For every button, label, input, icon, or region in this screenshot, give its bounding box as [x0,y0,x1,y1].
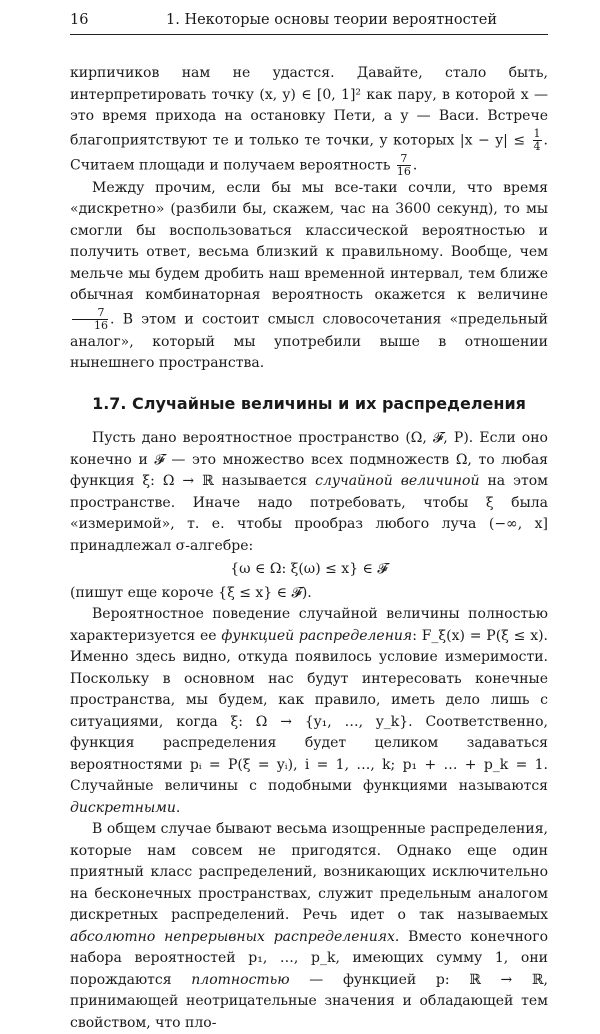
fraction: $\frac{1}{4}$ [533,126,541,153]
paragraph-3: Пусть дано вероятностное пространство (Ω, 𝓕, P). Если оно конечно и 𝓕 — это множество всех подмножеств Ω, то любая функция ξ: Ω → ℝ называется случайной величиной на этом пространстве. Иначе надо потребовать, чтобы ξ была «измеримой», т. е. чтобы прообраз любого луча (−∞, x] принадлежал σ-алгебре: [70,430,549,554]
running-head [70,12,548,35]
fraction: $\frac{7}{16}$ [396,151,411,178]
running-title: 1. Некоторые основы теории вероятностей [166,12,498,28]
fraction: $\frac{7}{16}$ [72,307,108,332]
display-formula: {ω ∈ Ω: ξ(ω) ≤ x} ∈ 𝓕 [230,561,388,577]
paragraph-6: В общем случае бывают весьма изощренные распределения, которые нам совсем не пригодятся. Однако еще один приятный класс распределений, возникающих исключительно на бесконечных пространствах, служит предельным аналогом дискретных распределений. Речь идет о так называемых абсолютно непрерывных распределениях. Вместо конечного набора вероятностей p₁, …, p_k, имеющих сумму 1, они порождаются плотностью — функцией p: ℝ → ℝ, принимающей неотрицательные значения и обладающей тем свойством, что пло- [70,821,549,1031]
paragraph-2: Между прочим, если бы мы все-таки сочли, что время «дискретно» (разбили бы, скажем, час на 3600 секунд), то мы смогли бы воспользоваться классической вероятностью и получить ответ, весьма близкий к правильному. Вообще, чем мельче мы будем дробить наш временной интервал, тем ближе обычная комбинаторная вероятность окажется к величине $\frac{7}{16}$ . В этом и состоит смысл словосочетания «предельный аналог», который мы употребили выше в отношении нынешнего пространства. [70,179,548,371]
paragraph-4: (пишут еще короче {ξ ≤ x} ∈ 𝓕). [70,584,312,601]
body-text [70,63,548,1034]
section-heading: 1.7. Случайные величины и их распределения [92,393,526,413]
paragraph-1: кирпичиков нам не удастся. Давайте, стало быть, интерпретировать точку (x, y) ∈ [0, 1]² как пару, в которой x — это время прихода на остановку Пети, а y — Васи. Встрече благоприятствуют те и только те точки, у которых |x − y| ≤ $\frac{1}{4}$ . Считаем площади и получаем вероятность $\frac{7}{16}$ . [70,65,548,178]
paragraph-5: Вероятностное поведение случайной величины полностью характеризуется ее функцией распределения: F_ξ(x) = P(ξ ≤ x). Именно здесь видно, откуда появилось условие измеримости. Поскольку в основном нас будут интересовать конечные пространства, мы будем, как правило, иметь дело лишь с ситуациями, когда ξ: Ω → {y₁, …, y_k}. Соответственно, функция распределения будет целиком задаваться вероятностями pᵢ = P(ξ = yᵢ), i = 1, …, k; p₁ + … + p_k = 1. Случайные величины с подобными функциями называются дискретными. [70,606,549,816]
page-number: 16 [70,12,89,28]
